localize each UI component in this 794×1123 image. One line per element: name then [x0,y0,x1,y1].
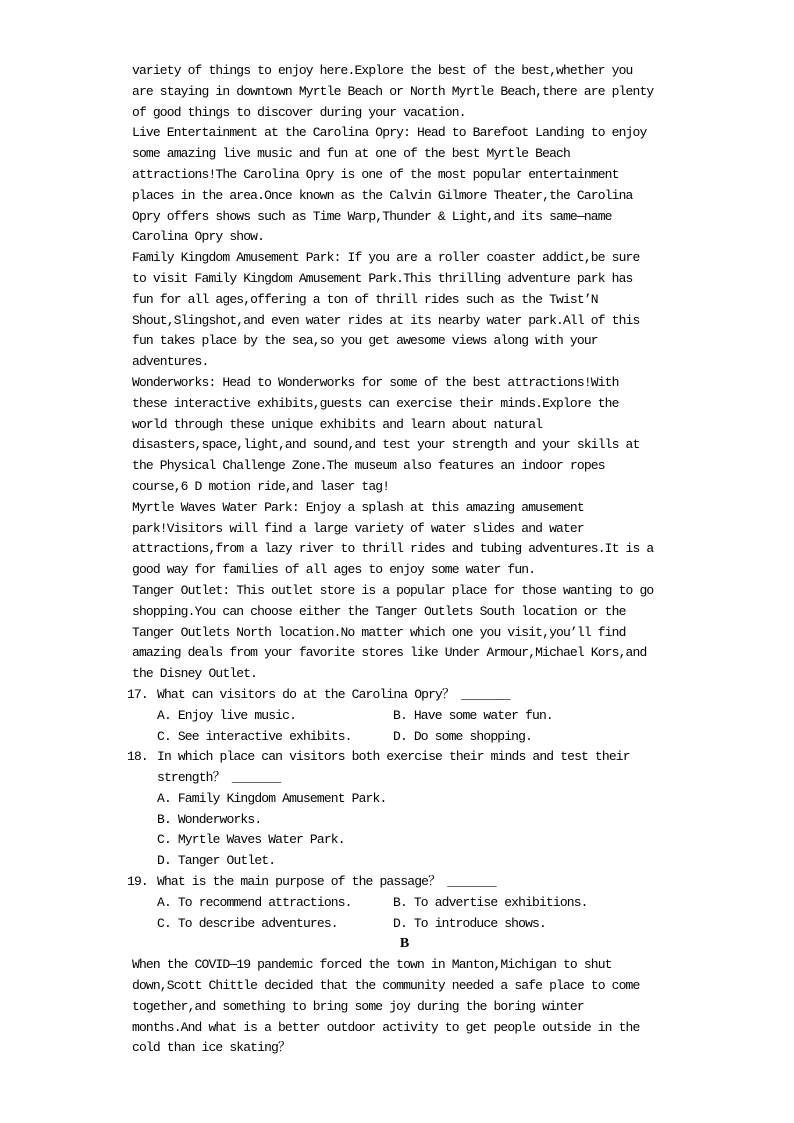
question-stem-line: What is the main purpose of the passage？ _______ [157,874,496,890]
question-list [127,685,677,935]
question-19 [127,872,677,934]
option-b: B. Have some water fun. [393,707,553,723]
passage-line: are staying in downtown Myrtle Beach or North Myrtle Beach,there are plenty [132,83,654,99]
option-a: A. To recommend attractions. [157,894,352,910]
option-c: C. See interactive exhibits. [157,728,352,744]
passage-line: adventures. [132,354,209,370]
passage-line: down,Scott Chittle decided that the community needed a safe place to come [132,978,640,994]
passage-line: Tanger Outlets North location.No matter which one you visit,you’ll find [132,624,626,640]
section-b-header: B [399,936,410,952]
question-number: 17. [127,686,148,702]
option-a: A. Family Kingdom Amusement Park. [157,790,387,806]
question-17 [127,685,677,747]
option-c: C. To describe adventures. [157,915,338,931]
option-c: C. Myrtle Waves Water Park. [157,832,345,848]
passage-line: some amazing live music and fun at one of the best Myrtle Beach [132,146,570,162]
passage-line: the Disney Outlet. [132,666,258,682]
passage-line: variety of things to enjoy here.Explore the best of the best,whether you [132,63,633,78]
passage-a [132,61,677,685]
option-d: D. Tanger Outlet. [157,853,276,869]
passage-line: Tanger Outlet: This outlet store is a popular place for those wanting to go [132,582,654,598]
passage-line: Family Kingdom Amusement Park: If you are a roller coaster addict,be sure [132,250,640,266]
passage-line: course,6 D motion ride,and laser tag! [132,478,390,494]
passage-line: Opry offers shows such as Time Warp,Thunder & Light,and its same—name [132,208,612,224]
option-row [157,893,677,914]
passage-line: Myrtle Waves Water Park: Enjoy a splash at this amazing amusement [132,499,584,515]
passage-b [132,955,677,1059]
question-stem-line: What can visitors do at the Carolina Opry？ _______ [157,686,510,702]
passage-line: amazing deals from your favorite stores like Under Armour,Michael Kors,and [132,645,647,661]
question-number: 18. [127,749,148,765]
option-a: A. Enjoy live music. [157,707,297,723]
question-18 [127,747,677,872]
passage-line: cold than ice skating？ [132,1040,291,1056]
passage-line: the Physical Challenge Zone.The museum also features an indoor ropes [132,458,605,474]
passage-line: to visit Family Kingdom Amusement Park.This thrilling adventure park has [132,270,633,286]
question-number: 19. [127,874,148,890]
option-d: D. To introduce shows. [393,915,546,931]
option-row [157,706,677,727]
option-row [157,914,677,935]
passage-line: fun for all ages,offering a ton of thrill rides such as the Twist’N [132,291,598,307]
passage-line: shopping.You can choose either the Tanger Outlets South location or the [132,603,626,619]
option-d: D. Do some shopping. [393,728,533,744]
passage-line: places in the area.Once known as the Calvin Gilmore Theater,the Carolina [132,187,633,203]
passage-line: disasters,space,light,and sound,and test your strength and your skills at [132,437,640,453]
passage-line: attractions,from a lazy river to thrill rides and tubing adventures.It is a [132,541,654,557]
passage-line: attractions!The Carolina Opry is one of the most popular entertainment [132,166,619,182]
passage-line: months.And what is a better outdoor activity to get people outside in the [132,1019,640,1035]
question-stem-line: strength？ _______ [157,770,281,786]
passage-line: Shout,Slingshot,and even water rides at its nearby water park.All of this [132,312,640,328]
passage-line: these interactive exhibits,guests can exercise their minds.Explore the [132,395,619,411]
passage-line: park!Visitors will find a large variety of water slides and water [132,520,584,536]
passage-line: Wonderworks: Head to Wonderworks for some of the best attractions!With [132,374,619,390]
option-b: B. Wonderworks. [157,811,262,827]
page-content [127,61,677,1059]
passage-line: fun takes place by the sea,so you get awesome views along with your [132,333,598,349]
passage-line: good way for families of all ages to enjoy some water fun. [132,562,536,578]
question-stem-line: In which place can visitors both exercise their minds and test their [157,749,630,765]
passage-line: Live Entertainment at the Carolina Opry: Head to Barefoot Landing to enjoy [132,125,647,141]
option-b: B. To advertise exhibitions. [393,894,588,910]
passage-line: together,and something to bring some joy during the boring winter [132,998,584,1014]
passage-line: of good things to discover during your vacation. [132,104,466,120]
passage-line: When the COVID—19 pandemic forced the town in Manton,Michigan to shut [132,957,612,973]
passage-line: world through these unique exhibits and learn about natural [132,416,543,432]
passage-line: Carolina Opry show. [132,229,265,245]
option-row [157,727,677,748]
